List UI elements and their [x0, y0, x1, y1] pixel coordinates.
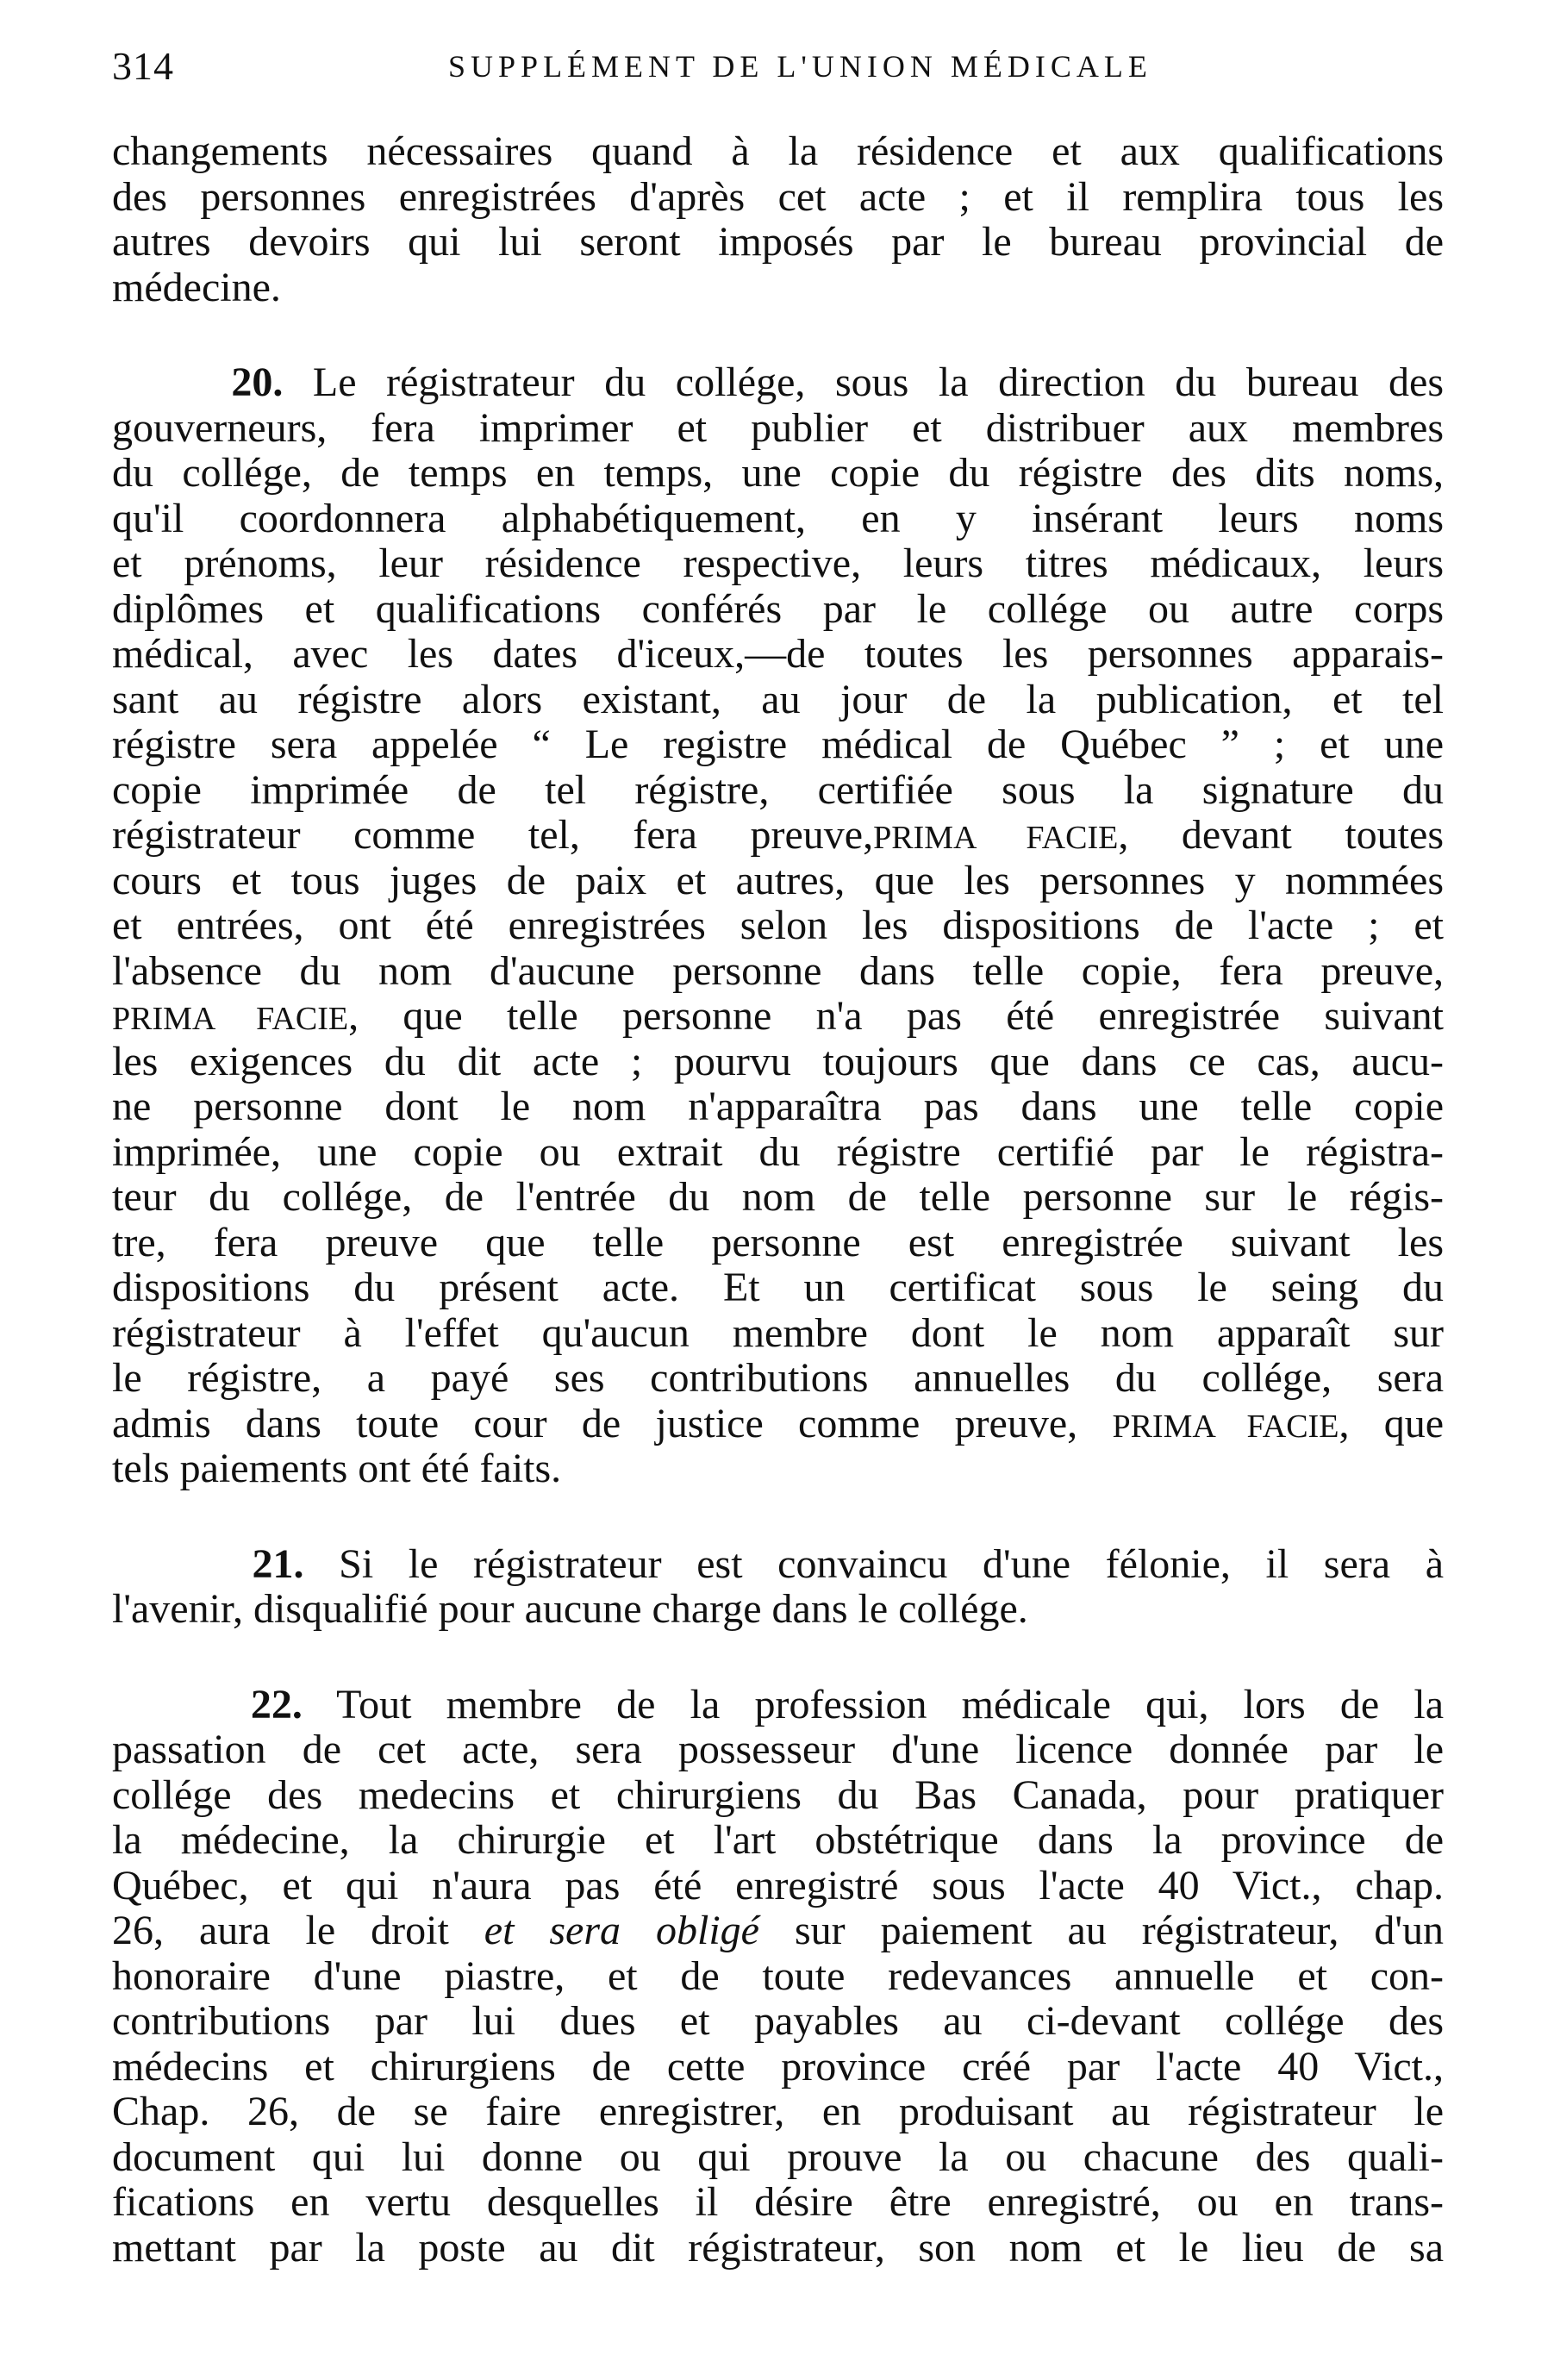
text-line: sant au régistre alors existant, au jour de la publication, et tel: [112, 677, 1444, 722]
section-number: 21.: [252, 1541, 304, 1587]
text-line: Québec, et qui n'aura pas été enregistré sous l'acte 40 Vict., chap.: [112, 1863, 1444, 1908]
page-number: 314: [112, 44, 174, 88]
text-line: régistre sera appelée “ Le registre médical de Québec ” ; et une: [112, 722, 1444, 767]
running-title: SUPPLÉMENT DE L'UNION MÉDICALE: [448, 49, 1152, 84]
italic-phrase: et sera obligé: [484, 1908, 759, 1953]
section-20: [112, 360, 1444, 1492]
text-line: cours et tous juges de paix et autres, que les personnes y nommées: [112, 858, 1444, 903]
text-line: 26, aura le droit et sera obligé sur paiement au régistrateur, d'un: [112, 1908, 1444, 1953]
text-line: l'avenir, disqualifié pour aucune charge dans le collége.: [112, 1587, 1028, 1632]
section-number: 20.: [231, 360, 284, 405]
running-head: [112, 43, 1457, 95]
text-line: tels paiements ont été faits.: [112, 1446, 562, 1491]
text-line: qu'il coordonnera alphabétiquement, en y insérant leurs noms: [112, 496, 1444, 541]
text-line: le régistre, a payé ses contributions annuelles du collége, sera: [112, 1356, 1444, 1401]
text-line: dispositions du présent acte. Et un certificat sous le seing du: [112, 1265, 1444, 1310]
text-line: Chap. 26, de se faire enregistrer, en produisant au régistrateur le: [112, 2090, 1444, 2134]
text-line: contributions par lui dues et payables au ci-devant collége des: [112, 1999, 1444, 2044]
text-line: mettant par la poste au dit régistrateur, son nom et le lieu de sa: [112, 2225, 1444, 2271]
text-line: régistrateur à l'effet qu'aucun membre dont le nom apparaît sur: [112, 1310, 1444, 1356]
text-line: du collége, de temps en temps, une copie du régistre des dits noms,: [112, 451, 1444, 496]
text-line: changements nécessaires quand à la résidence et aux qualifications: [112, 129, 1444, 174]
text-line: diplômes et qualifications conférés par le collége ou autre corps: [112, 586, 1444, 632]
text-line: collége des medecins et chirurgiens du Bas Canada, pour pratiquer: [112, 1772, 1444, 1818]
text-line: 21. Si le régistrateur est convaincu d'une félonie, il sera à: [252, 1541, 1444, 1587]
text-line: passation de cet acte, sera possesseur d'une licence donnée par le: [112, 1727, 1444, 1772]
prima-facie: PRIMA FACIE: [1112, 1408, 1339, 1445]
text-line: admis dans toute cour de justice comme preuve, PRIMA FACIE, que: [112, 1401, 1444, 1446]
paragraph-continuation: [112, 129, 1444, 310]
text-line: la médecine, la chirurgie et l'art obstétrique dans la province de: [112, 1818, 1444, 1863]
text-line: médical, avec les dates d'iceux,—de toutes les personnes apparais-: [112, 632, 1444, 677]
text-line: les exigences du dit acte ; pourvu toujours que dans ce cas, aucu-: [112, 1039, 1444, 1084]
section-22: [112, 1683, 1444, 2271]
text-line: et prénoms, leur résidence respective, leurs titres médicaux, leurs: [112, 541, 1444, 586]
text-line: tre, fera preuve que telle personne est enregistrée suivant les: [112, 1220, 1444, 1265]
text-line: l'absence du nom d'aucune personne dans telle copie, fera preuve,: [112, 948, 1444, 994]
text-line: médecine.: [112, 265, 281, 310]
text-line: document qui lui donne ou qui prouve la ou chacune des quali-: [112, 2134, 1444, 2180]
section-number: 22.: [250, 1682, 303, 1727]
text-line: copie imprimée de tel régistre, certifiée sous la signature du: [112, 767, 1444, 813]
prima-facie: PRIMA FACIE: [873, 820, 1119, 856]
section-21: [112, 1542, 1444, 1633]
text-line: ne personne dont le nom n'apparaîtra pas dans une telle copie: [112, 1084, 1444, 1129]
text-line: des personnes enregistrées d'après cet acte ; et il remplira tous les: [112, 174, 1444, 220]
body-text: [112, 129, 1444, 2271]
text-line: et entrées, ont été enregistrées selon les dispositions de l'acte ; et: [112, 903, 1444, 948]
prima-facie: PRIMA FACIE: [112, 1001, 349, 1037]
text-line: 20. Le régistrateur du collége, sous la direction du bureau des: [231, 360, 1444, 405]
text-line: imprimée, une copie ou extrait du régistre certifié par le régistra-: [112, 1129, 1444, 1175]
text-line: honoraire d'une piastre, et de toute redevances annuelle et con-: [112, 1953, 1444, 1999]
text-line: teur du collége, de l'entrée du nom de telle personne sur le régis-: [112, 1175, 1444, 1220]
text-line: fications en vertu desquelles il désire être enregistré, ou en trans-: [112, 2180, 1444, 2225]
text-line: 22. Tout membre de la profession médicale qui, lors de la: [250, 1682, 1444, 1727]
text-line: gouverneurs, fera imprimer et publier et distribuer aux membres: [112, 405, 1444, 451]
text-line: autres devoirs qui lui seront imposés par le bureau provincial de: [112, 220, 1444, 265]
text-line: PRIMA FACIE, que telle personne n'a pas été enregistrée suivant: [112, 994, 1444, 1039]
text-line: médecins et chirurgiens de cette province créé par l'acte 40 Vict.,: [112, 2044, 1444, 2090]
text-line: régistrateur comme tel, fera preuve,PRIMA FACIE, devant toutes: [112, 813, 1444, 858]
